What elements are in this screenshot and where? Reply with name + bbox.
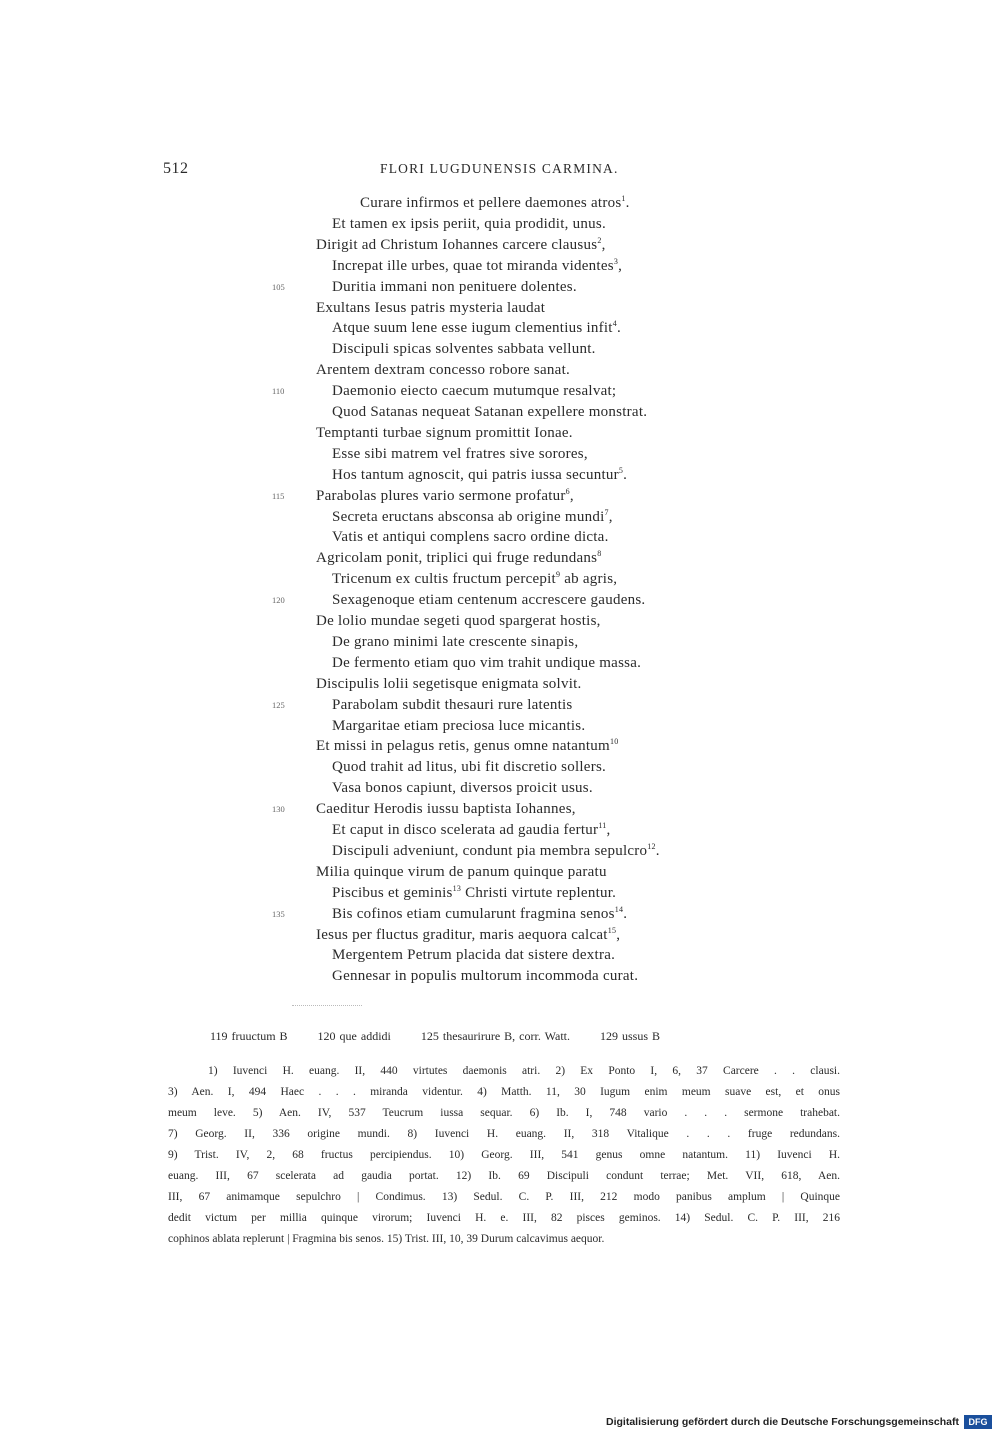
verse-text: Duritia immani non penituere dolentes. xyxy=(332,278,577,295)
footnote-line: dedit victum per millia quinque virorum; Iuvenci H. e. III, 82 pisces geminos. 14) Sedul. C. P. III, 216 xyxy=(168,1212,840,1224)
line-number: 120 xyxy=(272,595,285,606)
verse-text: De lolio mundae segeti quod spargerat hostis, xyxy=(316,613,601,629)
verse-text: Exultans Iesus patris mysteria laudat xyxy=(316,299,546,316)
line-number: 125 xyxy=(272,699,285,710)
footnote-marker: 3 xyxy=(613,256,619,266)
verse-text: Atque suum lene esse iugum clementius infit$^4$. xyxy=(332,319,621,337)
footnote-line: III, 67 animamque sepulchro | Condimus. 13) Sedul. C. P. III, 212 modo panibus amplum | Quinque xyxy=(168,1191,840,1203)
torn-fragment-mark xyxy=(292,1005,362,1012)
verse-text: Discipulis lolii segetisque enigmata solvit. xyxy=(316,675,582,692)
page-number: 512 xyxy=(163,160,189,177)
verse-text: Parabolam subdit thesauri rure latentis xyxy=(332,696,573,713)
footnote-marker: 15 xyxy=(607,925,617,935)
footnotes xyxy=(168,1061,840,1250)
footnote-line: cophinos ablata replerunt | Fragmina bis senos. 15) Trist. III, 10, 39 Durum calcavimus aequor. xyxy=(168,1233,605,1245)
verse-text: Discipuli spicas solventes sabbata vellunt. xyxy=(332,341,596,358)
verse-text: Piscibus et geminis$^{13}$ Christi virtute replentur. xyxy=(332,883,617,901)
critical-apparatus xyxy=(210,1029,690,1044)
verse-text: Gennesar in populis multorum incommoda curat. xyxy=(332,968,639,985)
verse-text: Margaritae etiam preciosa luce micantis. xyxy=(332,717,586,734)
footnote-marker: 7 xyxy=(604,507,609,517)
verse-text: Hos tantum agnoscit, qui patris iussa secuntur$^5$. xyxy=(332,465,628,483)
verse-text: Curare infirmos et pellere daemones atros$^1$. xyxy=(360,194,630,211)
footnote-marker: 1 xyxy=(621,194,626,203)
line-number: 130 xyxy=(272,804,285,815)
footnote-marker: 8 xyxy=(597,549,602,559)
footnote-marker: 6 xyxy=(565,486,570,496)
verse-text: Mergentem Petrum placida dat sistere dextra. xyxy=(332,947,616,964)
footnote-line: euang. III, 67 scelerata ad gaudia portat. 12) Ib. 69 Discipuli condunt terrae; Met. VII, 618, Aen. xyxy=(168,1170,840,1182)
footnote-marker: 10 xyxy=(609,737,619,747)
verse-text: Iesus per fluctus graditur, maris aequora calcat$^{15}$, xyxy=(316,925,621,943)
apparatus-entry: 119 fruuctum B xyxy=(210,1029,288,1043)
line-number: 110 xyxy=(272,386,285,397)
line-number: 135 xyxy=(272,908,285,919)
apparatus-entry: 120 que addidi xyxy=(317,1029,391,1043)
digitization-credit: Digitalisierung gefördert durch die Deutsche Forschungsgemeinschaft xyxy=(606,1416,959,1428)
verse-text: Vasa bonos capiunt, diversos proicit usus. xyxy=(332,780,593,797)
line-number: 105 xyxy=(272,281,285,292)
verse-text: Milia quinque virum de panum quinque paratu xyxy=(316,863,607,880)
apparatus-entry: 129 ussus B xyxy=(599,1029,660,1043)
verse-text: Secreta eructans absconsa ab origine mundi$^7$, xyxy=(332,507,613,525)
line-number: 115 xyxy=(272,490,285,501)
footnote-marker: 4 xyxy=(612,319,617,329)
footnote-marker: 14 xyxy=(614,904,624,914)
verse-text: Et caput in disco scelerata ad gaudia fertur$^{11}$, xyxy=(332,821,611,838)
verse-text: Et tamen ex ipsis periit, quia prodidit, unus. xyxy=(332,215,606,232)
footnote-marker: 11 xyxy=(598,821,607,830)
verse-text: Bis cofinos etiam cumularunt fragmina senos$^{14}$. xyxy=(332,904,628,922)
apparatus-entry: 125 thesaurirure B, corr. Watt. xyxy=(420,1029,570,1043)
verse-text: Caeditur Herodis iussu baptista Iohannes, xyxy=(316,801,576,818)
footnote-line: 1) Iuvenci H. euang. II, 440 virtutes daemonis atri. 2) Ex Ponto I, 6, 37 Carcere . . clausi. xyxy=(208,1065,840,1077)
verse-text: Dirigit ad Christum Iohannes carcere clausus$^2$, xyxy=(316,235,606,253)
footnote-line: 7) Georg. II, 336 origine mundi. 8) Iuvenci H. euang. II, 318 Vitalique . . . fruge redundans. xyxy=(168,1128,840,1140)
verse-text: Sexagenoque etiam centenum accrescere gaudens. xyxy=(332,592,646,609)
verse-text: Arentem dextram concesso robore sanat. xyxy=(316,362,570,379)
running-title: FLORI LUGDUNENSIS CARMINA. xyxy=(380,161,619,176)
verse-text: Esse sibi matrem vel fratres sive sorores, xyxy=(332,445,588,462)
verse-text: De fermento etiam quo vim trahit undique massa. xyxy=(332,654,642,671)
verse-text: De grano minimi late crescente sinapis, xyxy=(332,633,579,650)
verse-text: Quod Satanas nequeat Satanan expellere monstrat. xyxy=(332,404,648,420)
footnote-line: meum leve. 5) Aen. IV, 537 Teucrum iussa sequar. 6) Ib. I, 748 vario . . . sermone trahebat. xyxy=(168,1107,840,1119)
verse-text: Quod trahit ad litus, ubi fit discretio sollers. xyxy=(332,759,607,776)
verse-text: Discipuli adveniunt, condunt pia membra sepulcro$^{12}$. xyxy=(332,841,660,859)
footnote-marker: 2 xyxy=(597,235,602,245)
footnote-marker: 5 xyxy=(618,465,624,475)
footnote-line: 3) Aen. I, 494 Haec . . . miranda videntur. 4) Matth. 11, 30 Iugum enim meum suave est, et onus xyxy=(168,1086,840,1098)
dfg-logo-icon: DFG xyxy=(964,1415,992,1429)
verse-text: Et missi in pelagus retis, genus omne natantum$^{10}$ xyxy=(316,737,619,755)
verse-text: Increpat ille urbes, quae tot miranda videntes$^3$, xyxy=(332,256,623,274)
footnote-marker: 9 xyxy=(555,570,561,580)
verse-text: Daemonio eiecto caecum mutumque resalvat; xyxy=(332,383,617,400)
verse-text: Temptanti turbae signum promittit Ionae. xyxy=(316,424,573,441)
footnote-line: 9) Trist. IV, 2, 68 fructus percipiendus. 10) Georg. III, 541 genus omne natantum. 11) Iuvenci H. xyxy=(168,1149,840,1161)
footnote-marker: 13 xyxy=(452,883,462,893)
footnote-marker: 12 xyxy=(647,841,656,851)
verse-text: Parabolas plures vario sermone profatur$^6$, xyxy=(316,486,574,504)
verse-text: Tricenum ex cultis fructum percepit$^9$ ab agris, xyxy=(332,570,618,588)
verse-text: Agricolam ponit, triplici qui fruge redundans$^8$ xyxy=(316,549,602,567)
verse-text: Vatis et antiqui complens sacro ordine dicta. xyxy=(332,529,609,546)
